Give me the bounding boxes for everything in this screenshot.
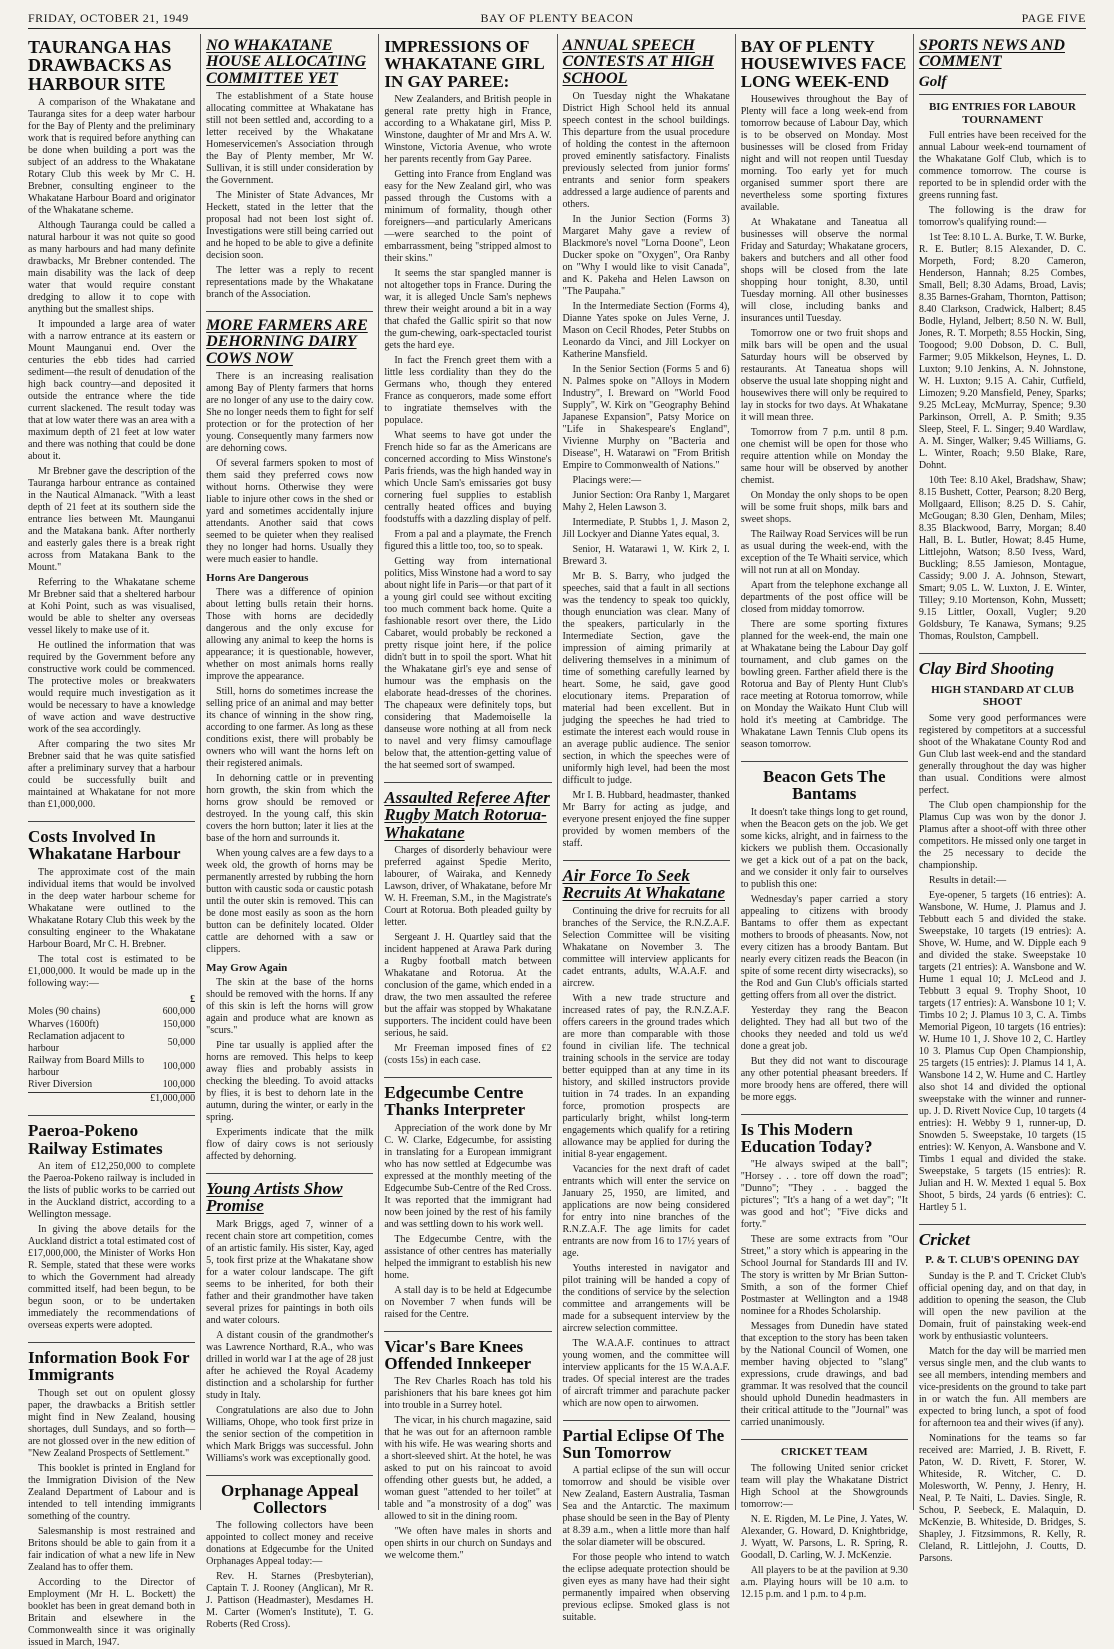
headline: Orphanage Appeal Collectors — [221, 1480, 359, 1517]
article-young-artists — [206, 1180, 373, 1465]
divider — [563, 1420, 730, 1421]
paragraph: Intermediate, P. Stubbs 1, J. Mason 2, Jill Lockyer and Dianne Yates equal, 3. — [562, 516, 730, 540]
divider — [741, 761, 908, 762]
paragraph: Sunday is the P. and T. Cricket Club's official opening day, and on that day, in addition to opening the season, the Club will open the new pavilion at the Domain, fruit of painstaking week-end work by enthusiastic volunteers. — [918, 1270, 1087, 1342]
article-cricket-team — [741, 1446, 908, 1601]
divider — [741, 1114, 908, 1115]
divider — [741, 1439, 908, 1440]
paragraph: Housewives throughout the Bay of Plenty will face a long week-end from tomorrow because of Labour Day, which is to be observed on Monday. Most businesses will be closed from Friday night and will not reopen until Tuesday morning. Too early yet for much organised summer sport there are nevertheless some sporting fixtures available. — [740, 93, 908, 213]
table-row: Wharves (1600ft) 150,000 — [28, 1018, 196, 1030]
paragraph: Although Tauranga could be called a natural harbour it was not quite so good as many harbours and had many definite drawbacks, Mr Brebner contended. The main disability was the lack of deep water that would require constant dredging to allow it to cope with anything but the smallest ships. — [28, 220, 196, 316]
paragraph: 10th Tee: 8.10 Akel, Bradshaw, Shaw; 8.15 Bushett, Cotter, Pearson; 8.20 Berg, Mollgaard, Ellison; 8.25 D. S. Cahir, McGougan; 8.30 Glen, Denham, Miles; 8.35 Blackwood, Barry, Morgan; 8.40 Hall, B. L. Butler, Howat; 8.45 Hume, Littlejohn, Watson; 8.50 Ivess, Ward, Buckling; 8.55 Jamieson, Montague, Cassidy; 9.00 J. A. Johnson, Stewart, Smart; 9.05 L. W. Luxton, J. E. Winter, Tilley; 9.10 Mortenson, Kohn, Mussett; 9.15 Littler, Ooxall, Vugler; 9.20 Goldsbury, Te Kanawa, Symans; 9.25 Thomas, Roulston, Campbell. — [918, 475, 1087, 643]
paragraph: The Railway Road Services will be run as usual during the week-end, with the exception of the Te Whaiti service, which will not run at all on Monday. — [740, 528, 908, 576]
cost-table — [28, 994, 195, 1106]
paragraph: Congratulations are also due to John Williams, Ohope, who took first prize in the senior section of the competition in which Mark Briggs was successful. John Williams's work was exceptionally good. — [206, 1404, 374, 1464]
paragraph: In the Junior Section (Forms 3) Margaret Mahy gave a review of Blackmore's novel "Lorna Doone", Leon Ducker spoke on "Oxygen", Ora Ranby on "Why I would like to visit Canada", and K. Pakeha and Helen Lawson on "The Paupaha." — [562, 213, 730, 297]
article-vicar-knees — [384, 1338, 551, 1563]
paragraph: Continuing the drive for recruits for all branches of the Service, the R.N.Z.A.F. Selection Committee will be visiting Whakatane on November 3. The committee will interview applicants for cadet entrants, adults, W.A.A.F. and aircrew. — [562, 905, 730, 989]
divider — [384, 1331, 551, 1332]
article-assaulted-referee — [384, 789, 551, 1067]
paragraph: The following collectors have been appointed to collect money and receive donations at Edgecumbe for the United Orphanages Appeal today:— — [206, 1520, 374, 1568]
headline: Information Book For Immigrants — [28, 1347, 190, 1385]
table-row: River Diversion 100,000 — [28, 1079, 196, 1091]
table-total-row: £1,000,000 — [28, 1092, 195, 1105]
column-5 — [735, 34, 913, 1600]
headline: Vicar's Bare Knees Offended Innkeeper — [384, 1336, 532, 1373]
paragraph: Though set out on opulent glossy paper, the drawbacks a British settler might find in New Zealand, housing shortages, dull Sundays, and so forth—are not glossed over in the new edition of "New Zealand Prospects of Settlement." — [28, 1387, 196, 1459]
paragraph: An item of £12,250,000 to complete the Paeroa-Pokeno railway is included in the lists of public works to be carried out in the Auckland district, according to a Wellington message. — [28, 1160, 196, 1220]
subheadline: BIG ENTRIES FOR LABOUR TOURNAMENT — [928, 100, 1076, 126]
paragraph: "He always swiped at the ball"; "Horsey . . . tore off down the road"; "Dunno"; "They . . . bagged the pictures"; "It's a hang of a wet day"; "It was good and hot"; "Five dicks and forty." — [740, 1159, 908, 1231]
headline: Is This Modern Education Today? — [740, 1119, 873, 1156]
paragraph: Of several farmers spoken to most of them said they preferred cows now without horns. Otherwise they were liable to injure other cows in the shed or yard and sometimes accidentally injure attendants. Another said that cows seemed to be quieter when they realised they no longer had horns. Usually they were much easier to handle. — [206, 457, 374, 565]
article-partial-eclipse — [563, 1427, 730, 1625]
paragraph: According to the Director of Employment (Mr H. L. Bockett) the booklet has been in great demand both in Britain and elsewhere in the Commonwealth since it was originally issued in March, 1947. — [28, 1576, 196, 1648]
article-sports-golf — [919, 38, 1086, 643]
article-modern-education — [741, 1121, 908, 1430]
divider — [206, 1173, 373, 1174]
paragraph: The Rev Charles Roach has told his parishioners that his bare knees got him into trouble in a Surrey hotel. — [384, 1376, 552, 1412]
column-2 — [200, 34, 378, 1631]
article-gay-paree — [384, 38, 551, 772]
paragraph: Still, horns do sometimes increase the selling price of an animal and may better its chance of winning in the show ring, according to one farmer. As long as these conditions exist, there will probably be owners who will want the horns left on their registered animals. — [206, 685, 374, 769]
paragraph: Mr B. S. Barry, who judged the speeches, said that a fault in all sections was the tendency to speak too quickly, though enunciation was clear. Many of the speakers, particularly in the Intermediate Section, gave the impression of aiming primarily at delivering themselves in a minimum of time of something carefully learned by heart. Some, he said, gave good elocutionary items. Preparation of material had been excellent. But in judging the speeches he had tried to estimate the interest each would rouse in an average public audience. The senior section, in which the speeches were of uniformly high level, had been the most difficult to judge. — [562, 570, 730, 786]
divider — [28, 1342, 195, 1343]
article-edgecumbe-centre — [384, 1084, 551, 1321]
paragraph: There is an increasing realisation among Bay of Plenty farmers that horns are no longer of any use to the dairy cow. She no longer needs them to fight for self protection or for the protection of her young. Consequently many farmers now are dehorning cows. — [206, 370, 374, 454]
headline: Beacon Gets The Bantams — [763, 766, 886, 804]
paragraph: N. E. Rigden, M. Le Pine, J. Yates, W. Alexander, G. Howard, D. Knightbridge, J. Wyatt, W. Parsons, L. R. Spring, R. Goodall, D. Carling, W. J. McKenzie. — [740, 1513, 908, 1561]
paragraph: Salesmanship is most restrained and Britons should be able to gain from it a fair indication of what a new life in New Zealand has to offer them. — [28, 1525, 196, 1573]
paragraph: Eye-opener, 5 targets (16 entries): A. Wansbone, W. Hume, J. Plamus and J. Tebbutt each 5 and divided the stake. Sweepstake, 10 targets (19 entries): A. Shove, W. Hume, and W. Dipple each 9 and divided the stake. Sweepstake 10 targets (21 entries): A. Wansbone and W. Hume 1 equal 10; J. McLeod and J. Tebbutt 3 equal 9. Trophy Shoot, 10 targets (17 entries): A. Wansbone 10 1; V. Timbs 10 2; J. Plamus 10 3, C. A. Timbs Memorial Pigeon, 10 targets (16 entries): W. Hume 10 1, J. Shove 10 2, C. Hartley 10 3. Plamus Cup Open Championship, 25 targets (15 entries): J. Plamus 14 1, A. Wansbone 14 2, W. Hume and C. Hartley also shot 14 and divided the optional sweepstake with the winner and runner-up. J. D. Rivett Novice Cup, 10 targets (4 entries): H. Webby 9 1, runner-up, D. Snowden 5. Sweepstake, 10 targets (15 entries): W. Kenyon, A. Wansbone and V. Timbs 1 equal and divided the stake. Sweepstake, 5 targets (15 entries): R. Julian and H. W. Mexted 1 equal 5. Box Shoot, 5 birds, 24 yards (6 entries): C. Hartley 5 1. — [918, 889, 1087, 1213]
paragraph: Rev. H. Starnes (Presbyterian), Captain T. J. Rooney (Anglican), Mr R. J. Pattison (Headmaster), Mesdames H. M. Carter (Women's Institute), T. G. Roberts (Red Cross). — [206, 1571, 374, 1631]
headline: Young Artists Show Promise — [206, 1178, 343, 1216]
paragraph: Senior, H. Watarawi 1, W. Kirk 2, I. Breward 3. — [562, 543, 730, 567]
divider — [28, 821, 195, 822]
paragraph: The establishment of a State house allocating committee at Whakatane has still not been settled and, according to a letter received by the Whakatane Homeservicemen's Association through the Bay of Plenty member, Mr W. Sullivan, it is still under consideration by the Government. — [206, 90, 374, 186]
article-speech-contests — [563, 38, 730, 850]
paragraph: Wednesday's paper carried a story appealing to citizens with broody Bantams to offer them as expectant mothers to broods of pheasants. Now, not every citizen has a broody Bantam. But nearly every citizen reads the Beacon (in spite of some recent dirty wisecracks), so the Rod and Gun Club's officials started getting offers from all over the district. — [740, 893, 908, 1001]
paragraph: In the Senior Section (Forms 5 and 6) N. Palmes spoke on "Alloys in Modern Industry", I. Breward on "World Food Supply", W. Kirk on "Geography Behind Japanese Expansion", Patsy Morice on "Life in Shakespeare's England", Vivienne Murphy on "Bacteria and Disease", H. Watarawi on "From British Empire to Commonwealth of Nations." — [562, 363, 730, 471]
page-number: PAGE FIVE — [1021, 11, 1086, 25]
crosshead: May Grow Again — [206, 961, 288, 974]
paragraph: But they did not want to discourage any other potential pheasant breeders. If more broody hens are offered, there will be more eggs. — [740, 1055, 908, 1103]
article-cricket-opening — [919, 1231, 1086, 1565]
paragraph: It impounded a large area of water with a narrow entrance at its eastern or Mount Maunganui end. Over the centuries the ebb tides had carried sediment—the result of denudation of the high back country—and deposited it outside the entrance where the tide current slackened. The result today was that at low water there was an area with a maximum depth of 21 feet at low water and there was nothing that could be done about it. — [28, 319, 196, 463]
paragraph: The vicar, in his church magazine, said that he was out for an afternoon ramble with his wife. He was wearing shorts and a short-sleeved shirt. At the hotel, he was asked to put on his raincoat to avoid offending other guests but, he added, a woman guest "attended to her toilet" at table and "a monstrosity of a dog" was allowed to sit in the dining room. — [384, 1415, 552, 1523]
paragraph: Charges of disorderly behaviour were preferred against Spedie Merito, labourer, of Wairaka, and Kennedy Lawson, driver, of Whakatane, before Mr W. H. Freeman, S.M., in the Magistrate's Court at Rotorua. Both pleaded guilty by letter. — [384, 844, 552, 928]
table-row: Railway from Board Mills to harbour 100,000 — [28, 1055, 196, 1078]
paragraph: The skin at the base of the horns should be removed with the horns. If any of this skin is left the horns will grow again and produce what are known as "scurs." — [206, 976, 374, 1036]
paragraph: Junior Section: Ora Ranby 1, Margaret Mahy 2, Helen Lawson 3. — [562, 489, 730, 513]
column-3 — [378, 34, 556, 1562]
paragraph: "We often have males in shorts and open shirts in our church on Sundays and we welcome them." — [384, 1526, 552, 1562]
paragraph: It doesn't take things long to get round, when the Beacon gets on the job. We get some kicks, alright, and in fairness to the kickers we publish them. Occasionally we get a kick out of a pat on the back, and we consider it only fair to ourselves to publish this one: — [740, 806, 908, 890]
headline: SPORTS NEWS AND COMMENT — [918, 37, 1065, 71]
section-kicker-golf: Golf — [918, 73, 947, 90]
divider — [384, 1077, 551, 1078]
column-1 — [28, 34, 200, 1648]
headline: Paeroa-Pokeno Railway Estimates — [28, 1121, 163, 1158]
column-4 — [557, 34, 735, 1624]
paragraph: In the Intermediate Section (Forms 4), Dianne Yates spoke on Jules Verne, J. Mason on Cecil Rhodes, Peter Stubbs on Leonardo da Vinci, and Jill Lockyer on Katherine Mansfield. — [562, 300, 730, 360]
paragraph: The Club open championship for the Plamus Cup was won by the donor J. Plamus after a shoot-off with three other competitors. He missed only one target in the 25 necessary to decide the championship. — [918, 799, 1087, 871]
paragraph: For those people who intend to watch the eclipse adequate protection should be given eyes as many have had their sight permanently impaired when observing previous eclipse. Smoked glass is not suitable. — [562, 1552, 730, 1624]
paragraph: In giving the above details for the Auckland district a total estimated cost of £17,000,000, the Minister of Works Hon R. Semple, stated that these were works to which the Government had already committed itself, had been begun, to be begun soon, or to be undertaken immediately the recommendations of overseas experts were adopted. — [28, 1223, 196, 1331]
headline: Costs Involved In Whakatane Harbour — [28, 827, 181, 864]
paragraph: The Minister of State Advances, Mr Heckett, stated in the letter that the proposal had not been lost sight of. Investigations were still being carried out and he hoped to be able to give a definite decision soon. — [206, 189, 374, 261]
paragraph: Results in detail:— — [928, 874, 1007, 886]
currency-symbol: £ — [190, 993, 196, 1005]
paragraph: Sergeant J. H. Quartley said that the incident happened at Arawa Park during a Rugby football match between Whakatane and Rotorua. At the conclusion of the game, which ended in a draw, the two men assaulted the referee but the affair was stopped by Whakatane supporters. The incident could have been serious, he said. — [384, 931, 552, 1039]
paragraph: There was a difference of opinion about letting bulls retain their horns. Those with horns are decidedly dangerous and the only excuse for allowing any animal to keep the horns is appearance; it is questionable, however, whether on most animals horns really improve the appearance. — [206, 586, 374, 682]
paragraph: Mr Brebner gave the description of the Tauranga harbour entrance as contained in the Nautical Almanack. "With a least depth of 21 feet at its southern side the entrance lies between Mt. Maunganui and the Matakana bank. After northerly and easterly gales there is a break right across from Matakana Bank to the Mount." — [28, 466, 196, 574]
table-row: Reclamation adjacent to harbour 50,000 — [28, 1031, 196, 1054]
paragraph: The following United senior cricket team will play the Whakatane District High School at the Showgrounds tomorrow:— — [740, 1462, 908, 1510]
paragraph: In dehorning cattle or in preventing horn growth, the skin from which the horns grow should be removed or destroyed. In the young calf, this skin covers the horn button; later it lies at the base of the horn and surrounds it. — [206, 772, 374, 844]
headline: TAURANGA HAS DRAWBACKS AS HARBOUR SITE — [28, 37, 172, 94]
headline: ANNUAL SPEECH CONTESTS AT HIGH SCHOOL — [562, 37, 714, 87]
paragraph: Tomorrow from 7 p.m. until 8 p.m. one chemist will be open for those who require attention while on Monday the same hour will be observed by another chemist. — [740, 426, 908, 486]
paragraph: Yesterday they rang the Beacon delighted. They had all but two of the chooks they needed and told us we'd done a great job. — [740, 1004, 908, 1052]
masthead — [28, 8, 1086, 29]
paragraph: The W.A.A.F. continues to attract young women, and the committee will interview applicants for the 15 W.A.A.F. trades. Of special interest are the trades of aircraft trimmer and parachute packer which are now open to airwomen. — [562, 1337, 730, 1409]
page-columns — [28, 34, 1087, 1648]
article-housewives — [741, 38, 908, 751]
paragraph: The Edgecumbe Centre, with the assistance of other centres has materially helped the immigrant to establish his new home. — [384, 1233, 552, 1281]
divider — [919, 653, 1086, 654]
paragraph: There are some sporting fixtures planned for the week-end, the main one at Whakatane being the Labour Day golf tournament, and club games on the bowling green. Farther afield there is the Rotorua and Bay of Plenty Hunt Club's race meeting at Rotorua tomorrow, while on Monday the Waikato Hunt Club will hold it's meeting at Cambridge. The Whakatane Lawn Tennis Club opens its season tomorrow. — [740, 618, 908, 750]
headline: MORE FARMERS ARE DEHORNING DAIRY COWS NOW — [206, 316, 368, 367]
paragraph: After comparing the two sites Mr Brebner said that he was quite satisfied after a preliminary survey that a harbour could be successfully built and maintained at Whakatane for not more than £1,000,000. — [28, 739, 196, 811]
divider — [384, 782, 551, 783]
headline: Clay Bird Shooting — [918, 659, 1054, 679]
paragraph: The letter was a reply to recent representations made by the Whakatane branch of the Association. — [206, 264, 374, 300]
paragraph: A partial eclipse of the sun will occur tomorrow and should be visible over New Zealand, Eastern Australia, Tasman Sea and the Antarctic. The maximum phase should be seen in the Bay of Plenty at 8.39 a.m., when a little more than half the solar diameter will be obscured. — [562, 1465, 730, 1549]
paragraph: These are some extracts from "Our Street," a story which is appearing in the School Journal for Standards III and IV. The story is written by Mr Brian Sutton-Smith, a son of the former Chief Postmaster at Wellington and a 1948 nominee for a Rhodes Scholarship. — [740, 1234, 908, 1318]
paragraph: On Tuesday night the Whakatane District High School held its annual speech contest in the school buildings. This departure from the usual procedure of holding the contest in the afternoon proved eminently satisfactory. Finalists previously selected from junior forms' entrants and senior form speakers addressed a large audience of parents and others. — [562, 90, 730, 210]
subheadline: HIGH STANDARD AT CLUB SHOOT — [931, 683, 1074, 709]
paragraph: With a new trade structure and increased rates of pay, the R.N.Z.A.F. offers careers in the ground trades which are more than comparable with those found in civilian life. The technical training schools in the service are today better equipped than at any time in its history, and skilled instructors provide tuition in 74 trades. In an expanding force, promotion prospects are particularly bright, whilst long-term engagements which qualify for a retiring allowance may be applied for during the initial 8-year engagement. — [562, 992, 730, 1160]
column-6 — [913, 34, 1087, 1564]
article-air-force — [563, 867, 730, 1410]
paragraph: Getting way from international politics, Miss Winstone had a word to say about night life in Paris—or that part of it a young girl could see without exciting too much comment back home. Quite a fashionable resort over there, the Lido Cabaret, would probably be reckoned a pretty risque joint here, if the police didn't butt in to spoil the sport. What hit the Whakatane girl's eye and sense of humour was the emphasis on the elaborate head-dresses of the chorines. The chapeaux were definitely tops, but considering that Mademoiselle la danseuse wore nothing at all from neck to navel and very flimsy camouflage below that, the attention-getting value of the hat seemed sort of swamped. — [384, 555, 552, 771]
paragraph: Referring to the Whakatane scheme Mr Brebner said that a sheltered harbour at Kohi Point, such as was visualised, would be able to shelter any overseas vessel likely to make use of it. — [28, 577, 196, 637]
divider — [563, 860, 730, 861]
headline: IMPRESSIONS OF WHAKATANE GIRL IN GAY PAREE: — [384, 37, 544, 91]
paragraph: Apart from the telephone exchange all departments of the post office will be closed from midday tomorrow. — [740, 579, 908, 615]
article-information-book — [28, 1349, 195, 1649]
paragraph: He outlined the information that was required by the Government before any constructive work could be commenced. The protective moles or breakwaters would require much investigation as it would be necessary to have a knowledge of wave action and wave destructive work of the sea accordingly. — [28, 640, 196, 736]
paragraph: Vacancies for the next draft of cadet entrants which will enter the service on January 25, 1950, are limited, and applications are now being considered for entry into nine branches of the R.N.Z.A.F. The age limits for cadet entrants are now from 16 to 17½ years of age. — [562, 1163, 730, 1259]
paragraph: Youths interested in navigator and pilot training will be handed a copy of the conditions of service by the selection committee and arrangements will be made for a subsequent interview by the aircrew selection committee. — [562, 1262, 730, 1334]
divider — [919, 1224, 1086, 1225]
paragraph: This booklet is printed in England for the Immigration Division of the New Zealand Department of Labour and is intended to tell intending immigrants something of the country. — [28, 1462, 196, 1522]
article-tauranga-harbour — [28, 38, 195, 811]
paragraph: Match for the day will be married men versus single men, and the club wants to see all members, intending members and vice-presidents on the ground to take part in or watch the fun. All members are expected to bring lunch, a spot of food for afternoon tea and their wives (if any). — [918, 1345, 1087, 1429]
divider — [206, 311, 373, 312]
paragraph: Mark Briggs, aged 7, winner of a recent chain store art competition, comes of an artistic family. His sister, Kay, aged 5, took first prize at the Whakatane show for a water colour landscape. The gift seems to be inherited, for both their father and their grandmother have taken several prizes for paintings in both oils and water colours. — [206, 1218, 374, 1326]
divider — [919, 94, 1086, 95]
article-paeroa-railway — [28, 1122, 195, 1332]
paragraph: From a pal and a playmate, the French figured this a little too, too, so to speak. — [384, 528, 552, 552]
paragraph: All players to be at the pavilion at 9.30 a.m. Playing hours will be 10 a.m. to 12.15 p.m. and 1 p.m. to 4 p.m. — [740, 1564, 908, 1600]
issue-date: FRIDAY, OCTOBER 21, 1949 — [28, 11, 189, 25]
paragraph: The total cost is estimated to be £1,000,000. It would be made up in the following way:— — [28, 953, 196, 989]
headline: CRICKET TEAM — [780, 1446, 868, 1459]
headline: Air Force To Seek Recruits At Whakatane — [562, 865, 725, 903]
paragraph: Messages from Dunedin have stated that exception to the story has been taken by the National Council of Women, one member having objected to "slang" expressions, crude drawings, and bad grammar. It was resolved that the council should uphold Dunedin headmasters in their critical attitude to the "Journal" was carried unanimously. — [740, 1321, 908, 1429]
paragraph: Tomorrow one or two fruit shops and milk bars will be open and the usual Saturday hours will be observed by restaurants. At Taneatua shops will observe the usual late shopping night and housewives there will only be required to lay in stocks for two days. At Whakatane it will mean three. — [740, 327, 908, 423]
paragraph: Mr Freeman imposed fines of £2 (costs 15s) in each case. — [384, 1042, 552, 1066]
paragraph: A distant cousin of the grandmother's was Lawrence Northard, R.A., who was drilled in world war I at the age of 28 just after he achieved the Royal Academy distinction and a scholarship for further study in Italy. — [206, 1329, 374, 1401]
article-dehorning — [206, 318, 373, 1163]
paragraph: When young calves are a few days to a week old, the growth of horns may be permanently arrested by rubbing the horn button with caustic soda or caustic potash until the outer skin is removed. This can be done most easily as soon as the horn button can be definitely located. Older cattle are dehorned with a saw or clippers. — [206, 847, 374, 955]
paragraph: Experiments indicate that the milk flow of dairy cows is not seriously affected by dehorning. — [206, 1126, 374, 1162]
article-bantams — [741, 768, 908, 1104]
divider — [206, 1475, 373, 1476]
paragraph: Getting into France from England was easy for the New Zealand girl, who was passed through the Customs with a minimum of formality, though other foreigners—and particularly Americans—were searched to the point of embarrassment, being "stripped almost to their skins." — [384, 168, 552, 264]
headline: Partial Eclipse Of The Sun Tomorrow — [562, 1425, 725, 1462]
paragraph: Pine tar usually is applied after the horns are removed. This helps to keep away flies and probably assists in checking the bleeding. To avoid attacks by flies, it is best to dehorn late in the autumn, during the winter, or early in the spring. — [206, 1039, 374, 1123]
paragraph: Placings were:— — [572, 474, 642, 486]
paragraph: On Monday the only shops to be open will be some fruit shops, milk bars and sweet shops. — [740, 489, 908, 525]
crosshead: Horns Are Dangerous — [206, 571, 309, 584]
paragraph: The approximate cost of the main individual items that would be involved in the deep water harbour scheme for Whakatane were outlined to the Whakatane Rotary Club this week by the consulting engineer to the Whakatane Harbour Board, Mr C. H. Brebner. — [28, 866, 196, 950]
paragraph: What seems to have got under the French hide so far as the Americans are concerned according to Miss Winstone's Paris friends, was the high handed way in which Uncle Sam's emissaries got busy cornering fuel supplies to establish centrally heated offices and buying foodstuffs with a dazzling display of pelf. — [384, 429, 552, 525]
divider — [28, 1115, 195, 1116]
headline: NO WHAKATANE HOUSE ALLOCATING COMMITTEE YET — [206, 37, 367, 87]
newspaper-title: BAY OF PLENTY BEACON — [480, 11, 634, 25]
headline: Edgecumbe Centre Thanks Interpreter — [384, 1082, 526, 1120]
article-orphanage-appeal — [206, 1482, 373, 1632]
headline: Assaulted Referee After Rugby Match Rotorua-Whakatane — [384, 787, 550, 842]
paragraph: It seems the star spangled manner is not altogether tops in France. During the war, it is alleged Uncle Sam's nephews threw their weight around a bit in a way that chafed the Gallic spirit so that now the gum-chewing, oark-spectacled tourist gets the hard eye. — [384, 267, 552, 351]
article-house-committee — [206, 38, 373, 301]
paragraph: New Zealanders, and British people in general rate pretty high in France, according to a Whakatane girl, Miss P. Winstone, daughter of Mr and Mrs A. W. Winstone, Victoria Avenue, who wrote her parents recently from Gay Paree. — [384, 93, 552, 165]
paragraph: The following is the draw for tomorrow's qualifying round:— — [918, 205, 1087, 229]
paragraph: A stall day is to be held at Edgecumbe on November 7 when funds will be raised for the Centre. — [384, 1284, 552, 1320]
article-clay-bird — [919, 660, 1086, 1214]
paragraph: Mr I. B. Hubbard, headmaster, thanked Mr Barry for acting as judge, and everyone present enjoyed the fine supper provided by women members of the staff. — [562, 789, 730, 849]
paragraph: Nominations for the teams so far received are: Married, J. B. Rivett, F. Paton, W. D. Rivett, F. Storer, W. Whiteside, R. Witcher, C. D. Molesworth, W. Penny, J. Henry, H. Neal, P. Te Naiti, L. Davies. Single, R. Schou, P. Seebeck, E. Malaquin, D. McKenzie, B. Whiteside, D. Bridges, S. Shapley, J. Fitzsimmons, R. Kelly, R. Cleland, R. Littlejohn, J. Coutts, D. Parsons. — [918, 1432, 1087, 1564]
table-row: Moles (90 chains) 600,000 — [28, 1006, 196, 1018]
headline: Cricket — [918, 1229, 970, 1249]
paragraph: 1st Tee: 8.10 L. A. Burke, T. W. Burke, R. E. Butler; 8.15 Alexander, D. C. Morpeth, Ford; 8.20 Cameron, Henderson, Hannah; 8.25 Combes, Small, Bell; 8.30 Adams, Broad, Lavis; 8.35 Barnes-Graham, Thornton, Pattison; 8.40 Clarkson, Cradwick, Halbert; 8.45 Bodle, Hyland, Jelbert; 8.50 N. W. Bull, Jones, R. T. Morpeth; 8.55 Hockin, Sing, Toogood; 9.00 Dobson, D. C. Bull, Farmer; 9.05 Mikkelson, Heynes, L. D. Luxton; 9.10 Jenkins, A. N. Johnstone, W. H. Luxton; 9.15 A. Cahir, Cutfield, Limozen; 9.20 Mansfield, Peney, Sparks; 9.25 McLeay, McMurray, Spence; 9.30 Parkinson, Orrell, A. P. Smith; 9.35 Sleep, Steel, F. L. Singer; 9.40 Wardlaw, A. M. Singer, Walker; 9.45 Williams, G. L. Winter, Roach; 9.50 Blake, Rare, Dohnt. — [918, 232, 1087, 472]
subheadline: P. & T. CLUB'S OPENING DAY — [925, 1254, 1080, 1267]
paragraph: At Whakatane and Taneatua all businesses will observe the normal Friday and Saturday; Whakatane grocers, bakers and butchers and all other food shops will be closed from the late shopping hour tonight, 8.30, until Tuesday morning. All other businesses will close, including banks and insurances until Tuesday. — [740, 216, 908, 324]
paragraph: Full entries have been received for the annual Labour week-end tournament of the Whakatane Golf Club, which is to commence tomorrow. The course is reported to be in splendid order with the greens running fast. — [918, 130, 1087, 202]
paragraph: Appreciation of the work done by Mr C. W. Clarke, Edgecumbe, for assisting in translating for a European immigrant who has now settled at Edgecumbe was expressed at the monthly meeting of the Edgecumbe Sub-Centre of the Red Cross. It was reported that the immigrant had now been joined by the rest of his family and was settling down to his work well. — [384, 1122, 552, 1230]
headline: BAY OF PLENTY HOUSEWIVES FACE LONG WEEK-END — [740, 37, 907, 91]
article-harbour-costs — [28, 828, 195, 1105]
paragraph: A comparison of the Whakatane and Tauranga sites for a deep water harbour for the Bay of Plenty and the preliminary work that is required before anything can be done when building a port was the subject of an address to the Whakatane Rotary Club this week by Mr C. H. Brebner, consulting engineer to the Whakatane Harbour Board and originator of the Whakatane scheme. — [28, 97, 196, 217]
paragraph: In fact the French greet them with a little less cordiality than they do the Germans who, though they entered France as conquerors, made some effort to ingratiate themselves with the populace. — [384, 354, 552, 426]
paragraph: Some very good performances were registered by competitors at a successful shoot of the Whakatane County Rod and Gun Club last week-end and the standard generally throughout the day was higher than usual. Conditions were almost perfect. — [918, 712, 1087, 796]
